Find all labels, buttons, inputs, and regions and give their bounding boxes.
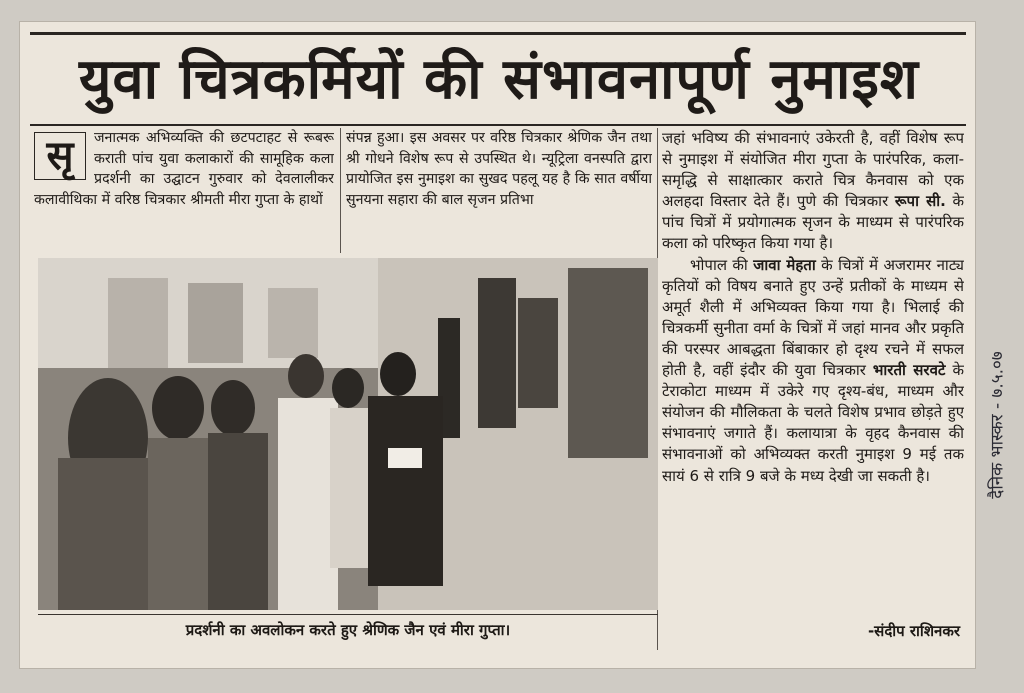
handwritten-source-note [980,300,1012,550]
artist-name-java: जावा मेहता [753,255,816,274]
article-column-1 [34,128,334,253]
article-column-2 [346,128,652,253]
exhibition-photo [38,258,658,610]
artist-name-bharti: भारती सरवटे [872,361,946,380]
headline: युवा चित्रकर्मियों की संभावनापूर्ण नुमाइश [79,47,919,112]
column-3-text: जहां भविष्य की संभावनाएं उकेरती है, वहीं विशेष रूप से नुमाइश में संयोजित मीरा गुप्ता के पारंपरिक, कला-समृद्धि से साक्षात्कार कराते चित्र कैनवास को एक अलहदा विस्तार देते हैं। पुणे की चित्रकार [662,129,964,211]
article-column-3 [662,128,964,658]
handwritten-note-text: दैनिक भास्कर - ७.५.०७ [987,351,1008,499]
column-divider [340,128,341,253]
byline: -संदीप राशिनकर [867,622,960,640]
column-3-text: के टेराकोटा माध्यम में उकेरे गए दृश्य-बंध, माध्यम और संयोजन की मौलिकता के चलते विशेष प्रभाव छोड़ते हुए संभावनाएं जगाते हैं। कलायात्रा के वृहद कैनवास की संभावनाओं को अभिव्यक्त करती नुमाइश 9 मई तक सायं 6 से रात्रि 9 बजे के मध्य देखी जा सकती है। [662,361,964,485]
photo-caption: प्रदर्शनी का अवलोकन करते हुए श्रेणिक जैन एवं मीरा गुप्ता। [38,614,658,645]
column-3-paragraph-2 [662,255,964,487]
artist-name-rupa: रूपा सी. [894,192,946,211]
drop-cap: सृ [34,132,86,180]
column-3-text: के पांच चित्रों में प्रयोगात्मक सृजन के माध्यम से पारंपरिक कला को परिष्कृत किया गया है। [662,192,964,253]
headline-rule-top [30,32,966,35]
column-3-text: के चित्रों में अजरामर नाट्य कृतियों को विषय बनाते हुए उन्हें प्रतीकों के माध्यम से अमूर्त शैली में अभिव्यक्त किया गया है। भिलाई की चित्रकर्मी सुनीता वर्मा के चित्रों में जहां मानव और प्रकृति की परस्पर आबद्धता बिंबाकार हो दृश्य रचने में सफल होती है, वहीं इंदौर की युवा चित्रकार [662,255,964,380]
column-1-text: जनात्मक अभिव्यक्ति की छटपटाहट से रूबरू कराती पांच युवा कलाकारों की सामूहिक कला प्रदर्शनी का उद्घाटन गुरुवार को देवलालीकर कलावीथिका में वरिष्ठ चित्रकार श्रीमती मीरा गुप्ता के हाथों [34,130,334,208]
column-3-text: भोपाल की [690,255,748,274]
column-2-text: संपन्न हुआ। इस अवसर पर वरिष्ठ चित्रकार श्रेणिक जैन तथा श्री गोधने विशेष रूप से उपस्थित थे। न्यूट्रिला वनस्पति द्वारा प्रायोजित इस नुमाइश का सुखद पहलू यह है कि सात वर्षीया सुनयना सहारा की बाल सृजन प्रतिभा [346,130,652,208]
column-3-paragraph-1 [662,128,964,255]
exhibition-photo-illustration [38,258,658,610]
headline-rule-bottom [30,124,966,126]
